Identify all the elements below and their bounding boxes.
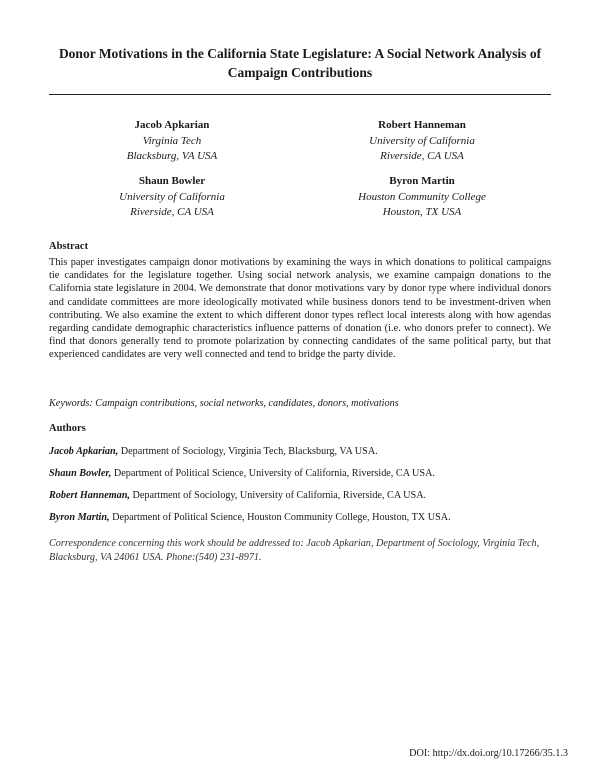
abstract-heading: Abstract (49, 241, 89, 252)
author-location: Houston, TX USA (382, 206, 462, 218)
author-line-bowler (49, 468, 551, 479)
doi-link[interactable]: DOI: http://dx.doi.org/10.17266/35.1.3 (409, 748, 568, 759)
author-name: Robert Hanneman (378, 119, 466, 131)
author-block-hanneman (322, 118, 522, 165)
authors-heading: Authors (49, 423, 86, 434)
author-location: Blacksburg, VA USA (126, 150, 218, 162)
paper-title: Donor Motivations in the California State Legislature: A Social Network Analysis of Campaign Contributions (58, 46, 542, 80)
author-affiliation: Houston Community College (358, 190, 486, 203)
author-line-detail: Department of Sociology, Virginia Tech, Blacksburg, VA USA. (118, 446, 378, 457)
author-location: Riverside, CA USA (130, 206, 214, 218)
author-affiliation: Virginia Tech (142, 134, 202, 147)
author-block-martin (322, 174, 522, 221)
author-line-detail: Department of Political Science, Houston Community College, Houston, TX USA. (109, 512, 451, 523)
author-block-apkarian (72, 118, 272, 165)
title-divider (49, 94, 551, 95)
author-line-hanneman (49, 490, 551, 501)
author-line-martin (49, 512, 551, 523)
author-affiliation: University of California (119, 190, 225, 203)
abstract-text: This paper investigates campaign donor motivations by examining the ways in which donations to political campaigns tie candidates for the legislature together. Using social network analysis, we examine campaign donations to the California state legislature in 2004. We demonstrate that donor motivations vary by donor type where individual donors and candidate committees are more ideologically motivated while business donors tend to be investment-driven when contributing. We also examine the extent to which different donor types reflect local interests along with how agendas regarding candidate demographic characteristics influence patterns of donation (i.e. who donors prefer to connect). We find that donors generally tend to promote polarization by connecting candidates of the same political party, but that experienced candidates are very well connected and tend to bridge the party divide. (49, 257, 551, 361)
author-name: Jacob Apkarian (134, 119, 210, 131)
author-line-name: Shaun Bowler, (49, 468, 112, 479)
correspondence-note: Correspondence concerning this work should be addressed to: Jacob Apkarian, Department of Sociology, Virginia Tech, Blacksburg, VA 24061 USA. Phone:(540) 231-8971. (49, 538, 540, 563)
author-block-bowler (72, 174, 272, 221)
author-name: Byron Martin (389, 175, 455, 187)
author-line-name: Byron Martin, (49, 512, 110, 523)
author-affiliation: University of California (369, 134, 475, 147)
author-line-name: Jacob Apkarian, (49, 446, 119, 457)
keywords-line: Keywords: Campaign contributions, social networks, candidates, donors, motivations (49, 398, 399, 409)
author-location: Riverside, CA USA (380, 150, 464, 162)
author-name: Shaun Bowler (138, 175, 206, 187)
author-line-apkarian (49, 446, 551, 457)
author-line-detail: Department of Sociology, University of California, Riverside, CA USA. (129, 490, 427, 501)
author-line-name: Robert Hanneman, (49, 490, 130, 501)
author-line-detail: Department of Political Science, University of California, Riverside, CA USA. (111, 468, 435, 479)
